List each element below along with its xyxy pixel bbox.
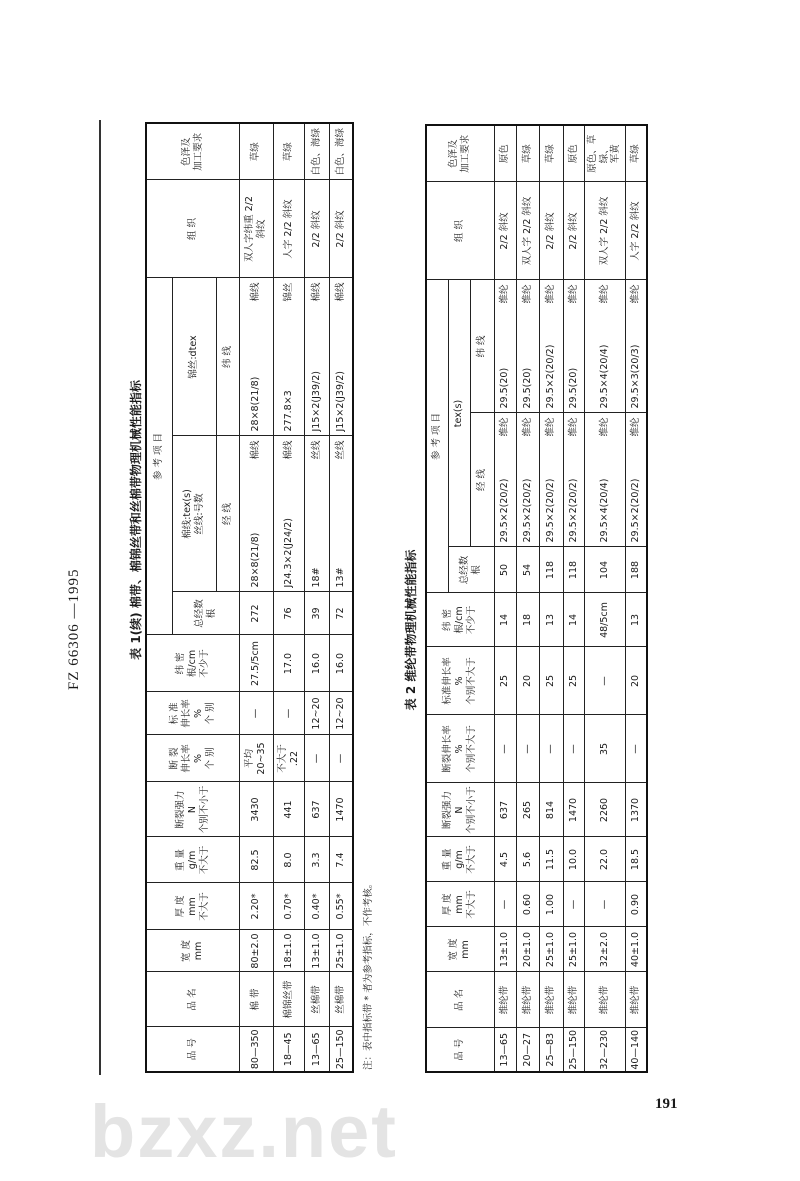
table-cell bbox=[584, 413, 625, 547]
table-cell: 草绿 bbox=[625, 125, 647, 182]
table-cell: — bbox=[494, 715, 516, 783]
table-cell: — bbox=[304, 735, 329, 782]
yarn-spec: 29.5×2(20/2) bbox=[545, 478, 557, 543]
table-cell: 80±2.0 bbox=[239, 930, 273, 972]
table-cell: 12~20 bbox=[329, 692, 353, 735]
header-weft-density: 纬 密 根/cm 不少于 bbox=[146, 635, 239, 692]
header-weight: 重 量 g/m 不大于 bbox=[426, 837, 494, 882]
yarn-spec: 29.5×4(20/4) bbox=[598, 344, 610, 409]
table-cell: 13 bbox=[539, 593, 563, 647]
yarn-material: 棉线 bbox=[250, 440, 262, 460]
table-cell: 16.0 bbox=[329, 635, 353, 692]
table-cell: 25±1.0 bbox=[329, 930, 353, 972]
yarn-material: 丝线 bbox=[334, 440, 346, 460]
table-cell: — bbox=[625, 715, 647, 783]
table-cell: 20 bbox=[625, 647, 647, 715]
table-cell: 2/2 斜纹 bbox=[494, 182, 516, 280]
table-cell: — bbox=[584, 647, 625, 715]
yarn-material: 维纶 bbox=[629, 284, 641, 304]
table-cell: 草绿 bbox=[539, 125, 563, 182]
table-cell: 棉 带 bbox=[239, 972, 273, 1027]
table-cell: 草绿 bbox=[516, 125, 539, 182]
yarn-spec: 29.5(20) bbox=[567, 367, 579, 409]
header-width: 宽 度 mm bbox=[146, 930, 239, 972]
yarn-spec: 29.5×2(20/2) bbox=[545, 344, 557, 409]
table-cell bbox=[563, 280, 584, 413]
table-row bbox=[563, 125, 584, 1072]
table-row bbox=[273, 123, 304, 1072]
yarn-material: 维纶 bbox=[567, 284, 579, 304]
standard-code: FZ 66306 —1995 bbox=[66, 568, 82, 690]
table-cell: 16.0 bbox=[304, 635, 329, 692]
table2-title: 表 2 维纶带物理机械性能指标 bbox=[404, 549, 418, 711]
table-cell bbox=[584, 280, 625, 413]
table-cell: 25 bbox=[494, 647, 516, 715]
table-cell: 104 bbox=[584, 547, 625, 593]
table-cell: 双人字 2/2 斜纹 bbox=[584, 182, 625, 280]
yarn-material: 维纶 bbox=[598, 417, 610, 437]
table-cell: 3.3 bbox=[304, 837, 329, 883]
yarn-material: 维纶 bbox=[499, 284, 511, 304]
table-cell: 25—150 bbox=[563, 1028, 584, 1072]
table-cell: — bbox=[516, 715, 539, 783]
table-cell bbox=[516, 280, 539, 413]
header-weft-unit: 锦丝:dtex bbox=[172, 278, 216, 436]
table-cell: 265 bbox=[516, 783, 539, 837]
header-thickness: 厚 度 mm 不大于 bbox=[426, 882, 494, 927]
table-cell: 原色 bbox=[563, 125, 584, 182]
table-cell: 20 bbox=[516, 647, 539, 715]
table-cell: 白色、海绿 bbox=[304, 123, 329, 180]
table-cell: — bbox=[494, 882, 516, 927]
table-cell bbox=[494, 280, 516, 413]
table-cell: — bbox=[563, 882, 584, 927]
table-cell: 25—83 bbox=[539, 1028, 563, 1072]
table-cell: 32±2.0 bbox=[584, 927, 625, 972]
table-cell bbox=[539, 413, 563, 547]
table-cell: 118 bbox=[539, 547, 563, 593]
table-cell bbox=[239, 436, 273, 592]
yarn-material: 棉线 bbox=[310, 282, 322, 302]
table1-body bbox=[239, 123, 353, 1072]
table-cell: 2/2 斜纹 bbox=[329, 180, 353, 278]
table-cell: 0.70* bbox=[273, 883, 304, 930]
table-cell: 80—350 bbox=[239, 1027, 273, 1072]
table-row bbox=[625, 125, 647, 1072]
yarn-spec: 18# bbox=[310, 567, 322, 588]
yarn-spec: 29.5×3(20/3) bbox=[629, 344, 641, 409]
header-break-strength: 断裂强力 N 个别不小于 bbox=[426, 783, 494, 837]
table-cell: 25 bbox=[563, 647, 584, 715]
table-cell: — bbox=[584, 882, 625, 927]
table-cell: 14 bbox=[563, 593, 584, 647]
table-cell: 2/2 斜纹 bbox=[304, 180, 329, 278]
table-cell: — bbox=[539, 715, 563, 783]
table-cell: 13—65 bbox=[494, 1028, 516, 1072]
table-cell: 13 bbox=[625, 593, 647, 647]
table-cell: 10.0 bbox=[563, 837, 584, 882]
header-weft: 纬 线 bbox=[216, 278, 239, 436]
yarn-spec: 13# bbox=[334, 567, 346, 588]
header-reference: 参 考 项 目 bbox=[426, 280, 448, 593]
table-cell bbox=[516, 413, 539, 547]
table-row bbox=[539, 125, 563, 1072]
header-reference: 参 考 项 目 bbox=[146, 278, 172, 635]
header-unit: tex(s) bbox=[448, 280, 470, 547]
table-cell: 2260 bbox=[584, 783, 625, 837]
table-cell: 0.60 bbox=[516, 882, 539, 927]
header-width: 宽 度 mm bbox=[426, 927, 494, 972]
table-row bbox=[494, 125, 516, 1072]
yarn-spec: J15×2(J39/2) bbox=[334, 371, 346, 432]
table-cell: 原色 bbox=[494, 125, 516, 182]
yarn-material: 丝线 bbox=[310, 440, 322, 460]
table-cell: 27.5/5cm bbox=[239, 635, 273, 692]
table-cell: 不大于 .22 bbox=[273, 735, 304, 782]
yarn-spec: 29.5×2(20/2) bbox=[499, 478, 511, 543]
table-cell: 丝棉带 bbox=[304, 972, 329, 1027]
table-cell: 1370 bbox=[625, 783, 647, 837]
yarn-spec: 29.5×2(20/2) bbox=[521, 478, 533, 543]
table-cell bbox=[539, 280, 563, 413]
table-cell: 188 bbox=[625, 547, 647, 593]
header-weft: 纬 线 bbox=[470, 280, 494, 413]
table-cell: 814 bbox=[539, 783, 563, 837]
table-cell: 3430 bbox=[239, 782, 273, 837]
header-break-strength: 断裂强力 N 个别不小于 bbox=[146, 782, 239, 837]
table-cell: — bbox=[239, 692, 273, 735]
header-break-elongation: 断裂伸长率 % 个别不大于 bbox=[426, 715, 494, 783]
table-cell: 17.0 bbox=[273, 635, 304, 692]
table-cell: 0.40* bbox=[304, 883, 329, 930]
header-weight: 重 量 g/m 不大于 bbox=[146, 837, 239, 883]
table-cell: 原色、草绿、 军黄 bbox=[584, 125, 625, 182]
table-cell: 25±1.0 bbox=[539, 927, 563, 972]
table-cell: 维纶带 bbox=[494, 972, 516, 1028]
table-cell: — bbox=[329, 735, 353, 782]
header-warp: 经 线 bbox=[216, 436, 239, 592]
yarn-material: 维纶 bbox=[598, 284, 610, 304]
table-cell: 20—27 bbox=[516, 1028, 539, 1072]
table-cell: 1.00 bbox=[539, 882, 563, 927]
table-cell: 人字 2/2 斜纹 bbox=[273, 180, 304, 278]
table-cell: 82.5 bbox=[239, 837, 273, 883]
header-product-no: 品 号 bbox=[146, 1027, 239, 1072]
yarn-spec: 277.8×3 bbox=[282, 390, 294, 432]
table-cell: 40±1.0 bbox=[625, 927, 647, 972]
table-cell: 25 bbox=[539, 647, 563, 715]
yarn-material: 维纶 bbox=[521, 417, 533, 437]
table-cell bbox=[625, 280, 647, 413]
table-cell: 441 bbox=[273, 782, 304, 837]
yarn-spec: 28×8(21/8) bbox=[250, 532, 262, 588]
yarn-material: 维纶 bbox=[545, 417, 557, 437]
header-thickness: 厚 度 mm 不大于 bbox=[146, 883, 239, 930]
header-standard-elongation: 标 准 伸长率 % 个 别 bbox=[146, 692, 239, 735]
table-cell: 76 bbox=[273, 592, 304, 635]
table-cell: 35 bbox=[584, 715, 625, 783]
table-cell bbox=[239, 278, 273, 436]
table-cell: 32—230 bbox=[584, 1028, 625, 1072]
table-cell: 48/5cm bbox=[584, 593, 625, 647]
yarn-spec: 29.5(20) bbox=[499, 367, 511, 409]
table-cell: 草绿 bbox=[273, 123, 304, 180]
table1 bbox=[145, 123, 353, 1073]
table-cell: 4.5 bbox=[494, 837, 516, 882]
table-cell: 5.6 bbox=[516, 837, 539, 882]
header-color: 色泽及 加工要求 bbox=[426, 125, 494, 182]
table-cell: 人字 2/2 斜纹 bbox=[625, 182, 647, 280]
table-cell: 40—140 bbox=[625, 1028, 647, 1072]
table-cell: 8.0 bbox=[273, 837, 304, 883]
header-weave: 组 织 bbox=[146, 180, 239, 278]
table-cell bbox=[329, 436, 353, 592]
table1-title: 表 1(续) 棉带、棉锦丝带和丝棉带物理机械性能指标 bbox=[129, 380, 143, 660]
table-cell: 2/2 斜纹 bbox=[563, 182, 584, 280]
table-cell: 维纶带 bbox=[539, 972, 563, 1028]
table-cell: 丝棉带 bbox=[329, 972, 353, 1027]
table-cell: 72 bbox=[329, 592, 353, 635]
table-cell: 11.5 bbox=[539, 837, 563, 882]
table1-note: 注：表中指标带 * 者为参考指标，不作考核。 bbox=[363, 878, 374, 1070]
yarn-spec: J24.3×2(J24/2) bbox=[282, 517, 294, 588]
table-cell: 双人字纬重 2/2 斜纹 bbox=[239, 180, 273, 278]
table-cell bbox=[273, 436, 304, 592]
header-warp: 经 线 bbox=[470, 413, 494, 547]
table-cell: 14 bbox=[494, 593, 516, 647]
table-row bbox=[516, 125, 539, 1072]
header-total-warp: 总经数 根 bbox=[448, 547, 494, 593]
watermark: bzxz.net bbox=[90, 1090, 398, 1173]
table-cell bbox=[304, 436, 329, 592]
table-cell: 2.20* bbox=[239, 883, 273, 930]
table-cell: 0.90 bbox=[625, 882, 647, 927]
table-cell: 1470 bbox=[563, 783, 584, 837]
header-standard-elongation: 标准伸长率 % 个别不大于 bbox=[426, 647, 494, 715]
yarn-material: 锦丝 bbox=[282, 282, 294, 302]
table-cell: 维纶带 bbox=[516, 972, 539, 1028]
table-cell: 棉锦丝带 bbox=[273, 972, 304, 1027]
table-cell: 39 bbox=[304, 592, 329, 635]
header-total-warp: 总经数 根 bbox=[172, 592, 239, 635]
table-cell bbox=[494, 413, 516, 547]
table-cell: 18.5 bbox=[625, 837, 647, 882]
table-cell: 0.55* bbox=[329, 883, 353, 930]
table-cell: 637 bbox=[494, 783, 516, 837]
table-row bbox=[329, 123, 353, 1072]
yarn-material: 维纶 bbox=[567, 417, 579, 437]
table-row bbox=[584, 125, 625, 1072]
table-cell: 12~20 bbox=[304, 692, 329, 735]
table-cell bbox=[304, 278, 329, 436]
yarn-material: 维纶 bbox=[499, 417, 511, 437]
header-product-name: 品 名 bbox=[426, 972, 494, 1028]
table-cell: 13±1.0 bbox=[494, 927, 516, 972]
header-weave: 组 织 bbox=[426, 182, 494, 280]
yarn-material: 棉线 bbox=[334, 282, 346, 302]
yarn-spec: 29.5×4(20/4) bbox=[598, 478, 610, 543]
table2 bbox=[425, 125, 647, 1073]
table-cell: 1470 bbox=[329, 782, 353, 837]
yarn-material: 维纶 bbox=[521, 284, 533, 304]
table-cell bbox=[625, 413, 647, 547]
yarn-spec: J15×2(J39/2) bbox=[310, 371, 322, 432]
header-weft-density: 纬 密 根/cm 不少于 bbox=[426, 593, 494, 647]
table-cell: — bbox=[563, 715, 584, 783]
table-row bbox=[239, 123, 273, 1072]
table-cell: 272 bbox=[239, 592, 273, 635]
table-cell: 7.4 bbox=[329, 837, 353, 883]
header-color: 色泽及 加工要求 bbox=[146, 123, 239, 180]
table-cell: 22.0 bbox=[584, 837, 625, 882]
table-cell: 118 bbox=[563, 547, 584, 593]
header-warp-unit: 棉线:tex(s) 丝线:号数 bbox=[172, 436, 216, 592]
header-product-name: 品 名 bbox=[146, 972, 239, 1027]
yarn-spec: 29.5(20) bbox=[521, 367, 533, 409]
table-cell: 草绿 bbox=[239, 123, 273, 180]
table2-body bbox=[494, 125, 647, 1072]
table-cell: 维纶带 bbox=[584, 972, 625, 1028]
table-cell bbox=[329, 278, 353, 436]
table-cell: 13±1.0 bbox=[304, 930, 329, 972]
table-cell: 维纶带 bbox=[563, 972, 584, 1028]
table-cell: — bbox=[273, 692, 304, 735]
table-cell: 维纶带 bbox=[625, 972, 647, 1028]
table-cell: 20±1.0 bbox=[516, 927, 539, 972]
yarn-spec: 29.5×2(20/2) bbox=[567, 478, 579, 543]
yarn-material: 维纶 bbox=[629, 417, 641, 437]
table-cell: 13—65 bbox=[304, 1027, 329, 1072]
table-cell: 18±1.0 bbox=[273, 930, 304, 972]
table-cell: 2/2 斜纹 bbox=[539, 182, 563, 280]
table-cell bbox=[273, 278, 304, 436]
header-break-elongation: 断 裂 伸长率 % 个 别 bbox=[146, 735, 239, 782]
yarn-material: 维纶 bbox=[545, 284, 557, 304]
table-cell: 637 bbox=[304, 782, 329, 837]
table-cell: 18—45 bbox=[273, 1027, 304, 1072]
table-cell: 18 bbox=[516, 593, 539, 647]
table-cell: 25—150 bbox=[329, 1027, 353, 1072]
yarn-material: 棉线 bbox=[282, 440, 294, 460]
table-cell: 25±1.0 bbox=[563, 927, 584, 972]
yarn-spec: 28×8(21/8) bbox=[250, 376, 262, 432]
table-cell: 50 bbox=[494, 547, 516, 593]
yarn-material: 棉线 bbox=[250, 282, 262, 302]
table-row bbox=[304, 123, 329, 1072]
table-cell bbox=[563, 413, 584, 547]
table-cell: 双人字 2/2 斜纹 bbox=[516, 182, 539, 280]
header-product-no: 品 号 bbox=[426, 1028, 494, 1072]
yarn-spec: 29.5×2(20/2) bbox=[629, 478, 641, 543]
page-number: 191 bbox=[655, 1096, 678, 1112]
table-cell: 白色、海绿 bbox=[329, 123, 353, 180]
table-cell: 平均 20~35 bbox=[239, 735, 273, 782]
table-cell: 54 bbox=[516, 547, 539, 593]
margin-rule bbox=[99, 120, 101, 1075]
